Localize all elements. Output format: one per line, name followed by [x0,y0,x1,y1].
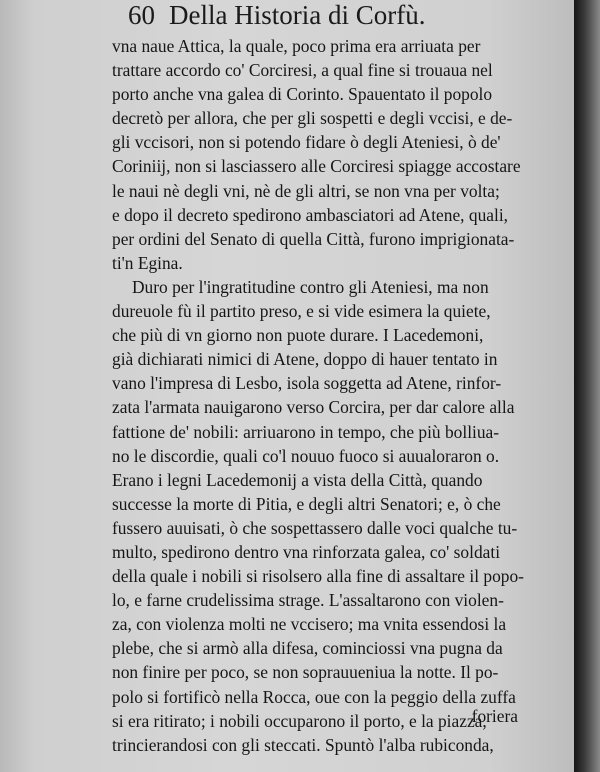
text-line: trincierandosi con gli steccati. Spuntò l'alba rubiconda, [112,734,494,755]
text-line: ti'n Egina. [112,252,183,273]
text-line: non finire per poco, se non soprauueniua la notte. Il po- [112,662,499,683]
text-line: Duro per l'ingratitudine contro gli Ateniesi, ma non [132,276,489,297]
body-text [112,34,552,757]
text-line: lo, e farne crudelissima strage. L'assaltarono con violen- [112,590,504,611]
text-line: vano l'impresa di Lesbo, isola soggetta ad Atene, rinfor- [112,373,502,394]
text-line: che più di vn giorno non puote durare. I Lacedemoni, [112,325,484,346]
text-line: Erano i legni Lacedemonij a vista della Città, quando [112,469,483,490]
text-line: multo, spedirono dentro vna rinforzata galea, co' soldati [112,541,501,562]
book-gutter-edge [574,0,600,772]
text-line: della quale i nobili si risolsero alla fine di assaltare il popo- [112,566,524,587]
text-line: fussero auuisati, ò che sospettassero dalle voci qualche tu- [112,517,518,538]
text-line: porto anche vna galea di Corinto. Spauentato il popolo [112,84,493,105]
text-line: zata l'armata nauigarono verso Corcira, per dar calore alla [112,397,515,418]
text-line: già dichiarati nimici di Atene, doppo di hauer tentato in [112,349,498,370]
text-line: no le discordie, quali co'l nouuo fuoco si auualoraron o. [112,445,500,466]
text-line: polo si fortificò nella Rocca, oue con la peggio della zuffa [112,686,516,707]
page-number: 60 [128,0,155,30]
catchword: foriera [471,706,518,726]
text-line: le naui nè degli vni, nè de gli altri, se non vna per volta; [112,180,500,201]
text-line: plebe, che si armò alla difesa, cominciossi vna pugna da [112,638,503,659]
text-line: gli vccisori, non si potendo fidare ò degli Ateniesi, ò de' [112,132,501,153]
page-header [128,0,425,31]
text-line: per ordini del Senato di quella Città, furono imprigionata- [112,228,515,249]
text-line: dureuole fù il partito preso, e si vide esimera la quiete, [112,301,491,322]
text-line: Coriniij, non si lasciassero alle Corciresi spiagge accostare [112,156,521,177]
running-title: Della Historia di Corfù. [169,0,426,30]
text-line: si era ritirato; i nobili occuparono il porto, e la piazza, [112,710,487,731]
text-line: successe la morte di Pitia, e degli altri Senatori; e, ò che [112,493,501,514]
text-line: e dopo il decreto spedirono ambasciatori ad Atene, quali, [112,204,508,225]
text-line: za, con violenza molti ne vccisero; ma vnita essendosi la [112,614,507,635]
text-line: trattare accordo co' Corciresi, a qual fine si trouaua nel [112,60,493,81]
text-line: fattione de' nobili: arriuarono in tempo, che più bolliua- [112,421,500,442]
text-line: decretò per allora, che per gli sospetti e degli vccisi, e de- [112,108,513,129]
text-line: vna naue Attica, la quale, poco prima era arriuata per [112,36,481,56]
